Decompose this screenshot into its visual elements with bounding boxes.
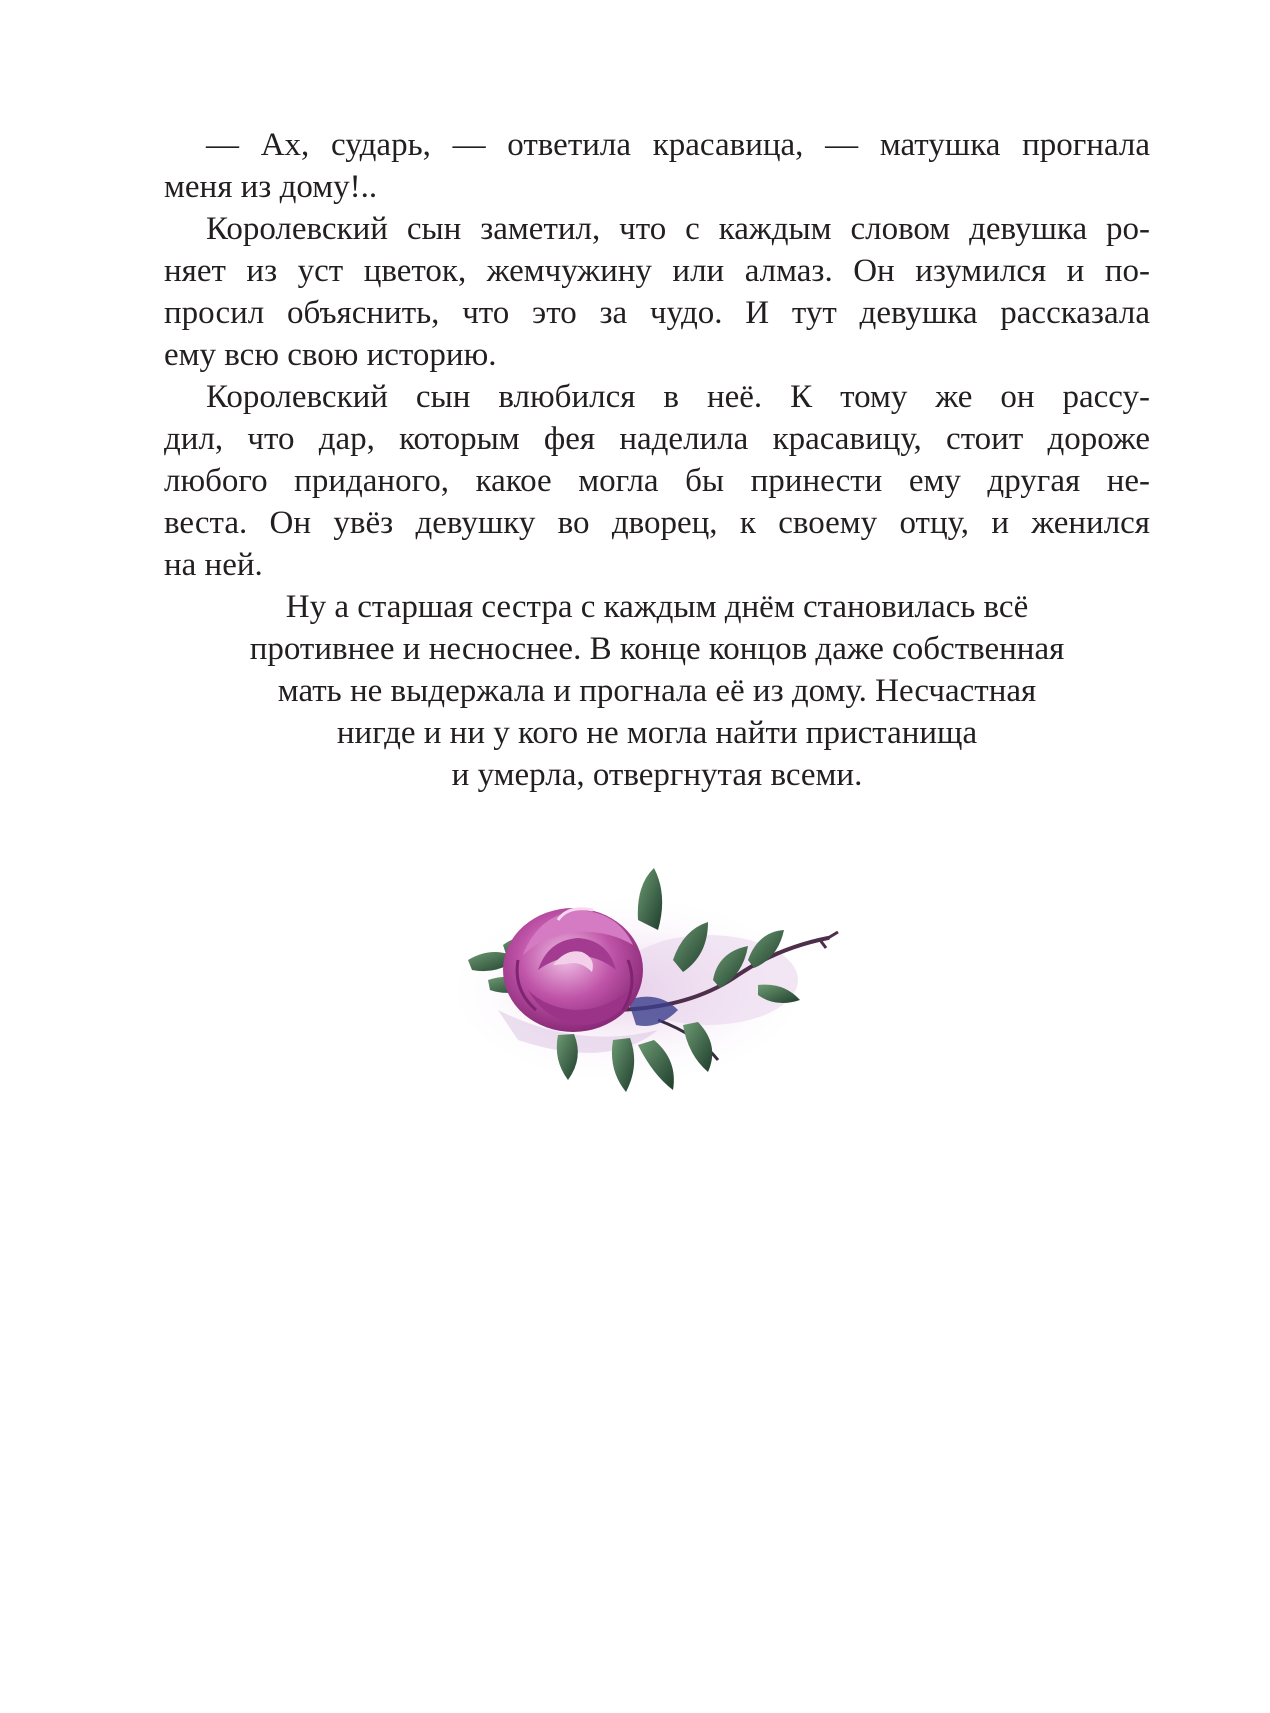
rose-illustration <box>458 860 870 1104</box>
paragraph-3-line-3: любого приданого, какое могла бы принести ему другая не- <box>164 463 1150 499</box>
paragraph-1-line-2: меня из дому!.. <box>164 169 378 205</box>
paragraph-1-line-1: — Ах, сударь, — ответила красавица, — матушка прогнала <box>206 127 1150 163</box>
closing-line-3: мать не выдержала и прогнала её из дому. Несчастная <box>277 673 1037 709</box>
paragraph-2-line-4: ему всю свою историю. <box>164 337 497 373</box>
paragraph-2-line-3: просил объяснить, что это за чудо. И тут девушка рассказала <box>164 295 1150 331</box>
paragraph-2-line-1: Королевский сын заметил, что с каждым словом девушка ро- <box>206 211 1150 247</box>
paragraph-3-line-2: дил, что дар, которым фея наделила красавицу, стоит дороже <box>164 421 1150 457</box>
closing-paragraph <box>164 586 1150 796</box>
closing-line-2: противнее и несноснее. В конце концов даже собственная <box>249 631 1065 667</box>
rose-icon <box>458 860 870 1104</box>
paragraph-3-line-1: Королевский сын влюбился в неё. К тому же он рассу- <box>206 379 1150 415</box>
closing-line-1: Ну а старшая сестра с каждым днём становилась всё <box>285 589 1029 625</box>
paragraph-2-line-2: няет из уст цветок, жемчужину или алмаз. Он изумился и по- <box>164 253 1150 289</box>
paragraph-3-line-5: на ней. <box>164 547 263 583</box>
closing-line-5: и умерла, отвергнутая всеми. <box>451 757 863 793</box>
closing-line-4: нигде и ни у кого не могла найти пристанища <box>336 715 978 751</box>
paragraph-3-line-4: веста. Он увёз девушку во дворец, к своему отцу, и женился <box>164 505 1150 541</box>
story-text <box>164 124 1150 586</box>
